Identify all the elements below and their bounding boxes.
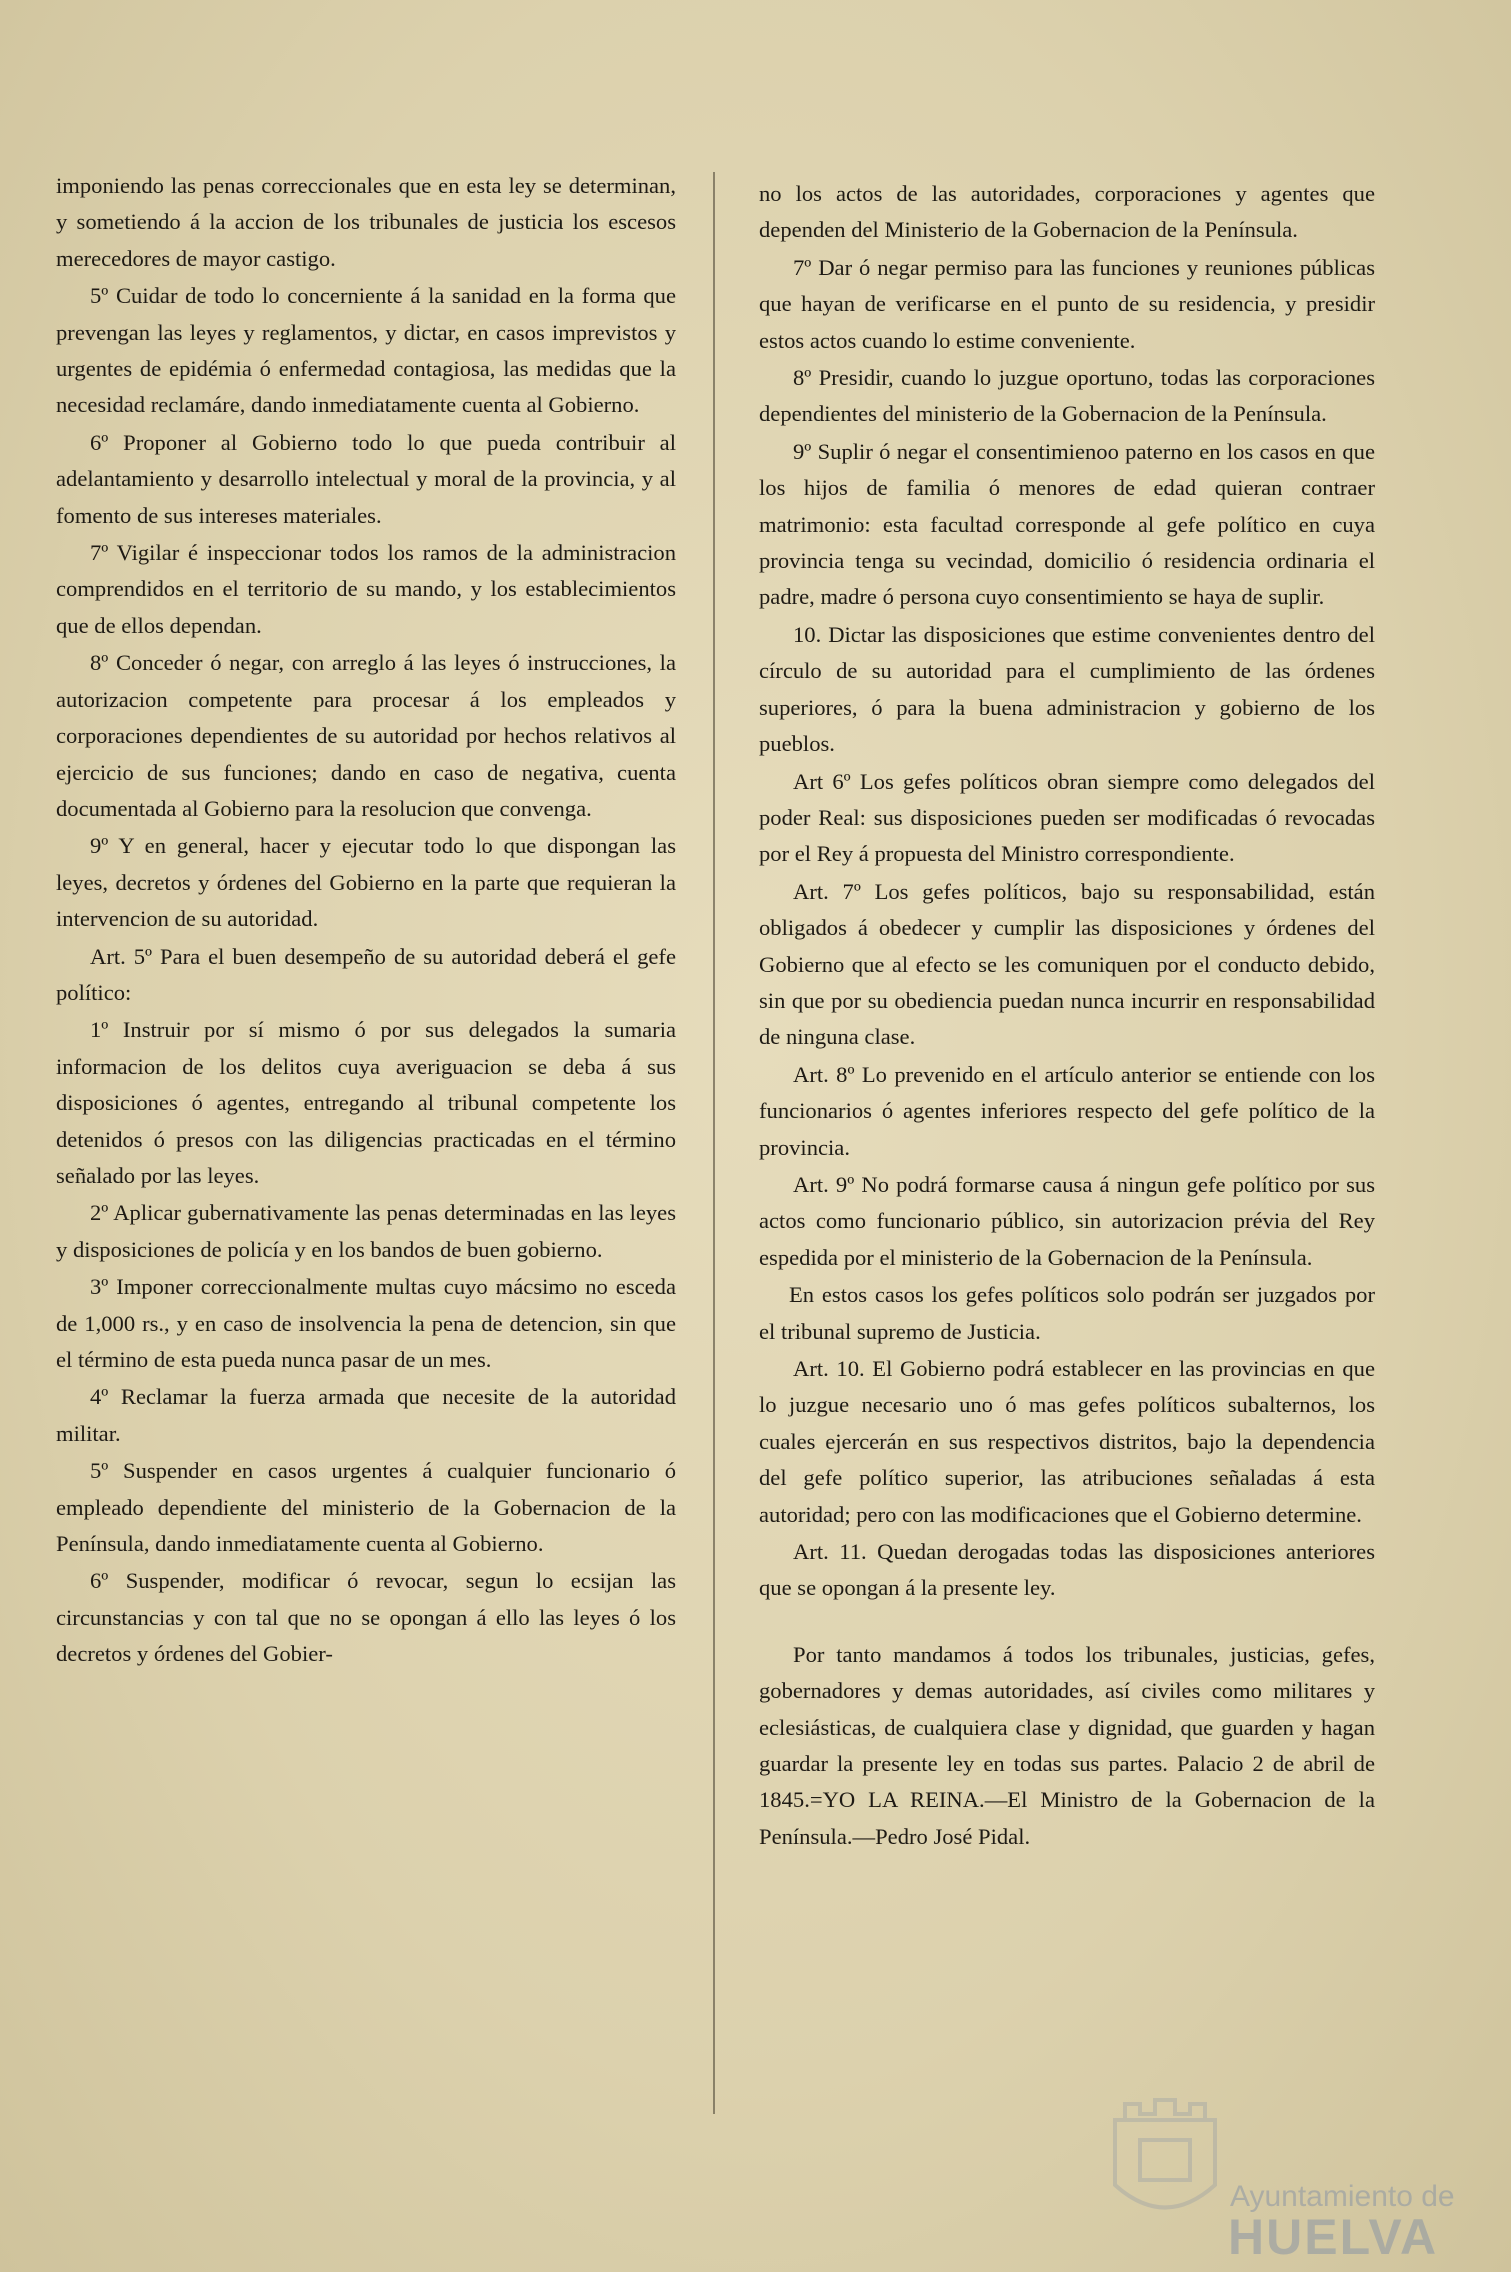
paragraph: 3º Imponer correccionalmente multas cuyo mácsimo no esceda de 1,000 rs., y en caso de insolvencia la pena de detencion, sin que el término de esta pueda nunca pasar de un mes. bbox=[56, 1274, 676, 1372]
watermark-line-2: HUELVA bbox=[1228, 2209, 1439, 2265]
paragraph: 5º Suspender en casos urgentes á cualquier funcionario ó empleado dependiente del ministerio de la Gobernacion de la Península, dando inmediatamente cuenta al Gobierno. bbox=[56, 1458, 676, 1557]
paragraph: 6º Proponer al Gobierno todo lo que pueda contribuir al adelantamiento y desarrollo intelectual y moral de la provincia, y al fomento de sus intereses materiales. bbox=[56, 429, 676, 528]
closing-decree-paragraph: Por tanto mandamos á todos los tribunales, justicias, gefes, gobernadores y demas autoridades, así civiles como militares y eclesiásticas, de cualquiera clase y dignidad, que guarden y hagan guardar la presente ley en todas sus partes. Palacio 2 de abril de 1845.=YO LA REINA.—El Ministro de la Gobernacion de la Península.—Pedro José Pidal. bbox=[759, 1641, 1375, 1849]
paragraph: 2º Aplicar gubernativamente las penas determinadas en las leyes y disposiciones de policía y en los bandos de buen gobierno. bbox=[56, 1200, 676, 1262]
paragraph: 1º Instruir por sí mismo ó por sus delegados la sumaria informacion de los delitos cuya averiguacion se deba á sus disposiciones ó agentes, entregando al tribunal competente los detenidos ó presos con las diligencias practicadas en el término señalado por las leyes. bbox=[56, 1017, 676, 1188]
paragraph: imponiendo las penas correccionales que en esta ley se determinan, y sometiendo á la accion de los tribunales de justicia los escesos merecedores de mayor castigo. bbox=[56, 173, 676, 271]
paragraph: 8º Conceder ó negar, con arreglo á las leyes ó instrucciones, la autorizacion competente para procesar á los empleados y corporaciones dependientes de su autoridad por hechos relativos al ejercicio de sus funciones; dando en caso de negativa, cuenta documentada al Gobierno para la resolucion que convenga. bbox=[56, 650, 676, 821]
paragraph: no los actos de las autoridades, corporaciones y agentes que dependen del Ministerio de la Gobernacion de la Península. bbox=[759, 181, 1375, 243]
paragraph: 10. Dictar las disposiciones que estime convenientes dentro del círculo de su autoridad para el cumplimiento de las órdenes superiores, ó para la buena administracion y gobierno de los pueblos. bbox=[759, 621, 1375, 757]
paragraph: Art. 8º Lo prevenido en el artículo anterior se entiende con los funcionarios ó agentes inferiores respecto del gefe político de la provincia. bbox=[759, 1061, 1375, 1160]
paragraph: Art 6º Los gefes políticos obran siempre como delegados del poder Real: sus disposiciones pueden ser modificadas ó revocadas por el Rey á propuesta del Ministro correspondiente. bbox=[759, 768, 1375, 867]
paragraph: 4º Reclamar la fuerza armada que necesite de la autoridad militar. bbox=[56, 1384, 676, 1446]
article-heading-paragraph: Art. 5º Para el buen desempeño de su autoridad deberá el gefe político: bbox=[56, 943, 676, 1005]
paragraph: En estos casos los gefes políticos solo podrán ser juzgados por el tribunal supremo de Justicia. bbox=[759, 1282, 1375, 1344]
paragraph: Art. 7º Los gefes políticos, bajo su responsabilidad, están obligados á obedecer y cumplir las disposiciones y órdenes del Gobierno que al efecto se les comuniquen por el conducto debido, sin que por su obediencia puedan nunca incurrir en responsabilidad de ninguna clase. bbox=[759, 878, 1375, 1050]
paragraph: 7º Dar ó negar permiso para las funciones y reuniones públicas que hayan de verificarse en el punto de su residencia, y presidir estos actos cuando lo estime conveniente. bbox=[759, 254, 1375, 353]
paragraph: 5º Cuidar de todo lo concerniente á la sanidad en la forma que prevengan las leyes y reglamentos, y dictar, en casos imprevistos y urgentes de epidémia ó enfermedad contagiosa, las medidas que la necesidad reclamáre, dando inmediatamente cuenta al Gobierno. bbox=[56, 283, 676, 418]
paragraph: 9º Y en general, hacer y ejecutar todo lo que dispongan las leyes, decretos y órdenes del Gobierno en la parte que requieran la intervencion de su autoridad. bbox=[56, 833, 676, 932]
left-column bbox=[56, 168, 676, 1674]
column-divider bbox=[713, 172, 715, 2114]
paragraph: Art. 10. El Gobierno podrá establecer en las provincias en que lo juzgue necesario uno ó mas gefes políticos subalternos, los cuales ejercerán en sus respectivos distritos, bajo la dependencia del gefe político superior, las atribuciones señaladas á esta autoridad; pero con las modificaciones que el Gobierno determine. bbox=[759, 1356, 1375, 1527]
paragraph: 7º Vigilar é inspeccionar todos los ramos de la administracion comprendidos en el territorio de su mando, y los establecimientos que de ellos dependan. bbox=[56, 540, 676, 638]
paragraph: 6º Suspender, modificar ó revocar, segun lo ecsijan las circunstancias y con tal que no se opongan á ello las leyes ó los decretos y órdenes del Gobier- bbox=[56, 1568, 676, 1667]
paragraph: 9º Suplir ó negar el consentimienoo paterno en los casos en que los hijos de familia ó menores de edad quieran contraer matrimonio: esta facultad corresponde al gefe político en cuya provincia tenga su vecindad, domicilio ó residencia ordinaria el padre, madre ó persona cuyo consentimiento se haya de suplir. bbox=[759, 438, 1375, 610]
paragraph: Art. 11. Quedan derogadas todas las disposiciones anteriores que se opongan á la presente ley. bbox=[759, 1539, 1375, 1601]
paragraph: 8º Presidir, cuando lo juzgue oportuno, todas las corporaciones dependientes del ministerio de la Gobernacion de la Península. bbox=[759, 365, 1375, 427]
paragraph: Art. 9º No podrá formarse causa á ningun gefe político por sus actos como funcionario público, sin autorizacion prévia del Rey espedida por el ministerio de la Gobernacion de la Península. bbox=[759, 1171, 1375, 1270]
watermark-line-1: Ayuntamiento de bbox=[1230, 2180, 1455, 2213]
right-column bbox=[759, 176, 1375, 1856]
